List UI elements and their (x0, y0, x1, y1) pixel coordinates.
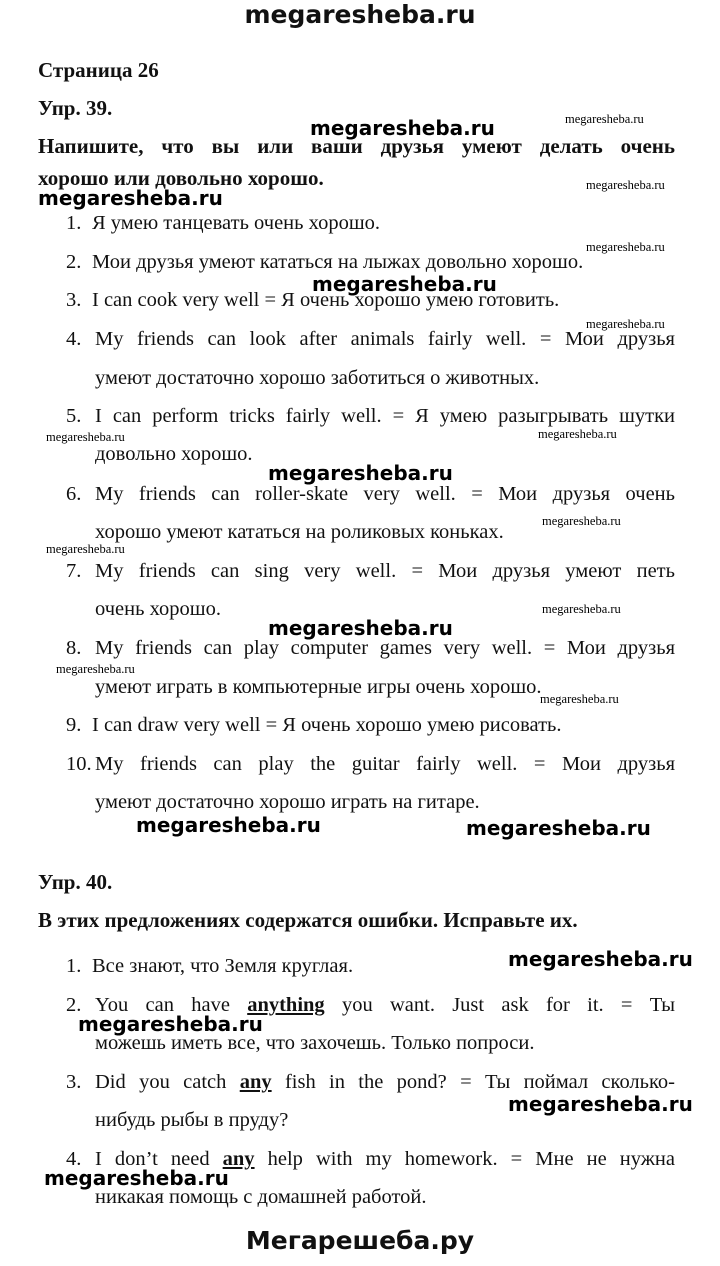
list-item-line2: умеют достаточно хорошо заботиться о животных. (95, 367, 540, 389)
list-item: 8. (66, 637, 82, 659)
list-item-line2: умеют играть в компьютерные игры очень хорошо. (95, 676, 542, 698)
list-item: 1. Я умею танцевать очень хорошо. (66, 212, 381, 234)
watermark: megaresheba.ru (540, 692, 619, 706)
list-item-line2: довольно хорошо. (95, 443, 253, 465)
corrected-word: any (239, 1071, 272, 1093)
watermark: megaresheba.ru (312, 272, 497, 296)
watermark: megaresheba.ru (586, 240, 665, 254)
list-item: 2. Мои друзья умеют кататься на лыжах довольно хорошо. (66, 251, 584, 273)
list-item: 1. Все знают, что Земля круглая. (66, 955, 354, 977)
ex39-task-line2: хорошо или довольно хорошо. (38, 166, 324, 190)
list-item-line1: I don’t need any help with my homework. = Мне не нужна (95, 1148, 675, 1170)
list-item-line1: Did you catch any fish in the pond? = Ты поймал сколько- (95, 1071, 675, 1093)
watermark: megaresheba.ru (46, 542, 125, 556)
site-header: megaresheba.ru (244, 0, 476, 29)
watermark: megaresheba.ru (136, 813, 321, 837)
ex40-title: Упр. 40. (38, 870, 113, 894)
watermark: megaresheba.ru (538, 427, 617, 441)
list-item-line2: никакая помощь с домашней работой. (95, 1186, 427, 1208)
list-item: 2. (66, 994, 82, 1016)
ex39-task-line1: Напишите, что вы или ваши друзья умеют делать очень (38, 134, 675, 158)
watermark: megaresheba.ru (508, 947, 693, 971)
watermark: megaresheba.ru (586, 178, 665, 192)
watermark: megaresheba.ru (46, 430, 125, 444)
watermark: megaresheba.ru (44, 1166, 229, 1190)
watermark: megaresheba.ru (78, 1012, 263, 1036)
list-item-line2: нибудь рыбы в пруду? (95, 1109, 289, 1131)
watermark: megaresheba.ru (508, 1092, 693, 1116)
corrected-word: any (222, 1148, 255, 1170)
watermark: megaresheba.ru (38, 186, 223, 210)
list-item: 6. (66, 483, 82, 505)
watermark: megaresheba.ru (466, 816, 651, 840)
corrected-word: anything (247, 994, 325, 1016)
list-item: 10. (66, 753, 92, 775)
watermark: megaresheba.ru (542, 514, 621, 528)
ex39-title: Упр. 39. (38, 96, 113, 120)
watermark: megaresheba.ru (268, 461, 453, 485)
watermark: megaresheba.ru (310, 116, 495, 140)
list-item: 9. I can draw very well = Я очень хорошо умею рисовать. (66, 714, 562, 736)
list-item-line1: My friends can sing very well. = Мои друзья умеют петь (95, 560, 675, 582)
watermark: megaresheba.ru (56, 662, 135, 676)
list-item: 4. (66, 328, 82, 350)
list-item-line2: хорошо умеют кататься на роликовых коньках. (95, 521, 504, 543)
list-item: 4. (66, 1148, 82, 1170)
watermark: megaresheba.ru (565, 112, 644, 126)
list-item: 3. I can cook very well = Я очень хорошо умею готовить. (66, 289, 560, 311)
list-item-line1: My friends can play the guitar fairly well. = Мои друзья (95, 753, 675, 775)
list-item-line1: I can perform tricks fairly well. = Я умею разыгрывать шутки (95, 405, 675, 427)
list-item-line2: можешь иметь все, что захочешь. Только попроси. (95, 1032, 535, 1054)
list-item: 7. (66, 560, 82, 582)
list-item-line2: умеют достаточно хорошо играть на гитаре. (95, 791, 480, 813)
list-item-line1: My friends can roller-skate very well. = Мои друзья очень (95, 483, 675, 505)
watermark: megaresheba.ru (586, 317, 665, 331)
list-item-line1: My friends can look after animals fairly well. = Мои друзья (95, 328, 675, 350)
list-item-line2: очень хорошо. (95, 598, 221, 620)
ex40-task: В этих предложениях содержатся ошибки. Исправьте их. (38, 908, 578, 932)
site-footer: Мегарешеба.ру (245, 1226, 475, 1255)
watermark: megaresheba.ru (268, 616, 453, 640)
page-title: Страница 26 (38, 58, 159, 82)
list-item-line1: My friends can play computer games very well. = Мои друзья (95, 637, 675, 659)
list-item: 3. (66, 1071, 82, 1093)
list-item: 5. (66, 405, 82, 427)
list-item-line1: You can have anything you want. Just ask for it. = Ты (95, 994, 675, 1016)
watermark: megaresheba.ru (542, 602, 621, 616)
